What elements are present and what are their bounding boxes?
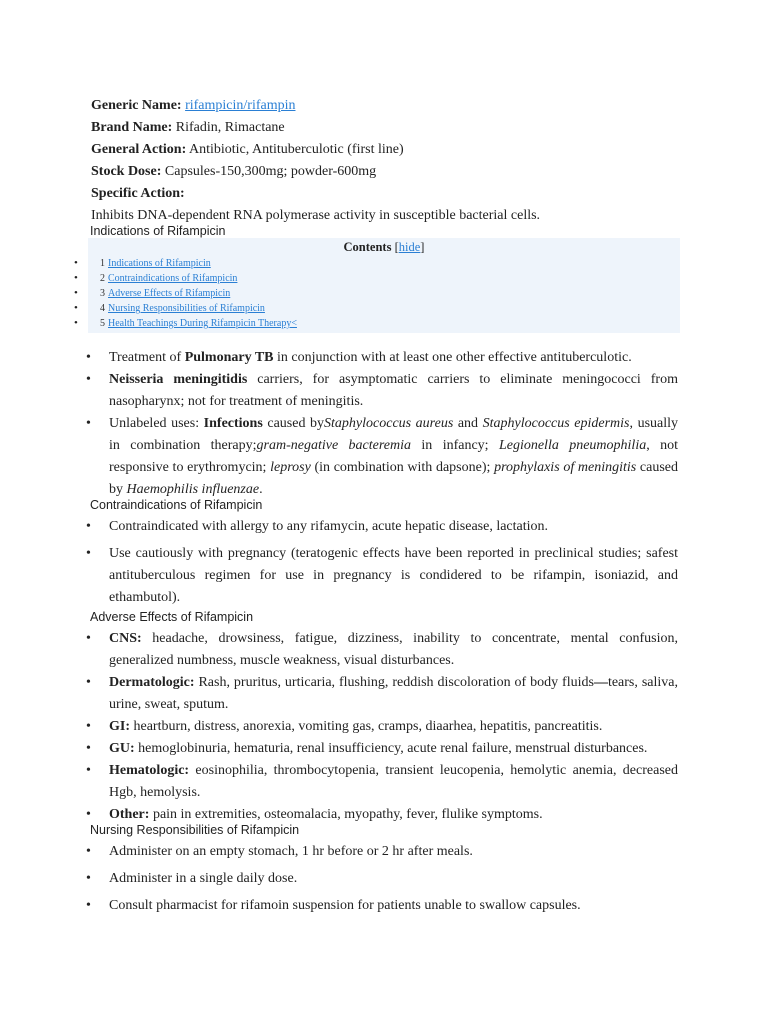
general-action-value: Antibiotic, Antituberculotic (first line) xyxy=(189,142,404,157)
stock-dose-label: Stock Dose: xyxy=(91,164,162,179)
text: Treatment of xyxy=(109,350,185,365)
text: hemoglobinuria, hematuria, renal insufficiency, acute renal failure, menstrual disturbances. xyxy=(134,741,648,756)
general-action-line xyxy=(91,141,404,159)
text: tears, saliva, urine, sweat, sputum. xyxy=(109,675,678,712)
list-item xyxy=(84,868,678,890)
toc-title xyxy=(88,240,680,255)
stock-dose-value: Capsules-150,300mg; powder-600mg xyxy=(164,164,377,179)
list-item xyxy=(84,369,678,413)
toc-item xyxy=(74,301,297,316)
text: caused by xyxy=(262,416,325,431)
list-item xyxy=(84,672,678,716)
italic: Staphylococcus aureus xyxy=(324,416,454,431)
text: Administer in a single daily dose. xyxy=(109,871,298,886)
bullet-icon: • xyxy=(86,871,91,886)
bullet-icon: • xyxy=(86,844,91,859)
text: and xyxy=(453,416,483,431)
toc-item xyxy=(74,256,297,271)
bullet-icon: • xyxy=(86,546,91,561)
text: caused by xyxy=(109,460,679,497)
text: eosinophilia, thrombocytopenia, transient leucopenia, hemolytic anemia, decreased Hgb, hemolysis. xyxy=(109,763,678,800)
text: Rash, pruritus, urticaria, flushing, reddish discoloration of body fluids xyxy=(194,675,594,690)
emphasis: Other: xyxy=(109,807,150,822)
bullet-icon: • xyxy=(86,675,91,690)
bullet-icon: • xyxy=(86,807,91,822)
list-item xyxy=(84,760,678,804)
bullet-icon: • xyxy=(74,317,78,329)
bullet-icon: • xyxy=(86,763,91,778)
toc-title-text: Contents xyxy=(343,240,392,254)
text: heartburn, distress, anorexia, vomiting gas, cramps, diaarhea, hepatitis, pancreatitis. xyxy=(130,719,603,734)
text: carriers, for asymptomatic carriers to eliminate meningococci from nasopharynx; not for treatment of meningitis. xyxy=(109,372,678,409)
indications-heading: Indications of Rifampicin xyxy=(90,224,226,238)
emphasis: GI: xyxy=(109,719,130,734)
toc-list xyxy=(74,256,297,331)
toc-item-number: 5 xyxy=(100,318,105,329)
list-item xyxy=(84,347,678,369)
toc-item-number: 1 xyxy=(100,258,105,269)
toc-link-health-teachings[interactable]: Health Teachings During Rifampicin Therapy< xyxy=(108,318,297,329)
bullet-icon: • xyxy=(86,416,91,431)
brand-name-line xyxy=(91,119,285,137)
toc-item xyxy=(74,286,297,301)
bullet-icon: • xyxy=(74,272,78,284)
italic: Haemophilis influenzae xyxy=(126,482,260,497)
text: in conjunction with at least one other effective antituberculotic. xyxy=(273,350,632,365)
toc-link-adverse-effects[interactable]: Adverse Effects of Rifampicin xyxy=(108,288,231,299)
list-item xyxy=(84,841,678,863)
specific-action-line xyxy=(91,185,185,203)
emphasis: Neisseria meningitidis xyxy=(109,372,248,387)
brand-name-value: Rifadin, Rimactane xyxy=(175,120,285,135)
emphasis: CNS: xyxy=(109,631,142,646)
list-item xyxy=(84,543,678,609)
text: Use cautiously with pregnancy (teratogenic effects have been reported in preclinical studies; safest antituberculous regimen for use in pregnancy is condidered to be rifampin, isoniazid, and ethambutol). xyxy=(109,546,678,605)
toc-hide-link[interactable]: hide xyxy=(398,240,421,254)
text: Unlabeled uses: xyxy=(109,416,204,431)
list-item xyxy=(84,895,678,917)
toc-item xyxy=(74,316,297,331)
indications-list xyxy=(84,347,678,501)
dash: — xyxy=(593,675,608,690)
generic-name-label: Generic Name: xyxy=(91,98,182,113)
text: . xyxy=(259,482,263,497)
adverse-effects-heading: Adverse Effects of Rifampicin xyxy=(90,610,254,624)
bullet-icon: • xyxy=(74,287,78,299)
toc-link-contraindications[interactable]: Contraindications of Rifampicin xyxy=(108,273,238,284)
toc-item xyxy=(74,271,297,286)
contraindications-heading: Contraindications of Rifampicin xyxy=(90,498,263,512)
bullet-icon: • xyxy=(86,519,91,534)
text: Contraindicated with allergy to any rifamycin, acute hepatic disease, lactation. xyxy=(109,519,549,534)
generic-name-link[interactable]: rifampicin/rifampin xyxy=(185,98,296,113)
bullet-icon: • xyxy=(86,350,91,365)
toc-bracket-close: ] xyxy=(420,240,425,254)
contraindications-list xyxy=(84,516,678,609)
text: Consult pharmacist for rifamoin suspension for patients unable to swallow capsules. xyxy=(109,898,581,913)
text: , usually in combination therapy; xyxy=(109,416,679,453)
list-item xyxy=(84,628,678,672)
bullet-icon: • xyxy=(86,719,91,734)
emphasis: Pulmonary TB xyxy=(184,350,274,365)
bullet-icon: • xyxy=(74,302,78,314)
specific-action-text: Inhibits DNA-dependent RNA polymerase activity in susceptible bacterial cells. xyxy=(91,208,541,223)
italic: Legionella pneumophilia xyxy=(498,438,647,453)
text: pain in extremities, osteomalacia, myopathy, fever, flulike symptoms. xyxy=(149,807,543,822)
bullet-icon: • xyxy=(86,898,91,913)
emphasis: Hematologic: xyxy=(109,763,190,778)
list-item xyxy=(84,716,678,738)
adverse-effects-list xyxy=(84,628,678,826)
text: in infancy; xyxy=(411,438,499,453)
emphasis: GU: xyxy=(109,741,135,756)
bullet-icon: • xyxy=(86,372,91,387)
emphasis: Dermatologic: xyxy=(109,675,195,690)
italic: prophylaxis of meningitis xyxy=(494,460,637,475)
nursing-heading: Nursing Responsibilities of Rifampicin xyxy=(90,823,300,837)
table-of-contents xyxy=(74,238,680,333)
text: (in combination with dapsone); xyxy=(310,460,495,475)
list-item xyxy=(84,738,678,760)
bullet-icon: • xyxy=(74,257,78,269)
stock-dose-line xyxy=(91,163,376,181)
nursing-list xyxy=(84,841,678,917)
italic: Staphylococcus epidermis xyxy=(482,416,630,431)
specific-action-label: Specific Action: xyxy=(91,186,185,201)
italic: gram-negative bacteremia xyxy=(256,438,412,453)
text: , not responsive to erythromycin; xyxy=(109,438,678,475)
toc-item-number: 2 xyxy=(100,273,105,284)
general-action-label: General Action: xyxy=(91,142,187,157)
text: headache, drowsiness, fatigue, dizziness, inability to concentrate, mental confusion, generalized numbness, muscle weakness, visual disturbances. xyxy=(109,631,678,668)
bullet-icon: • xyxy=(86,631,91,646)
bullet-icon: • xyxy=(86,741,91,756)
toc-link-nursing[interactable]: Nursing Responsibilities of Rifampicin xyxy=(108,303,265,314)
italic: leprosy xyxy=(270,460,311,475)
brand-name-label: Brand Name: xyxy=(91,120,173,135)
list-item xyxy=(84,413,678,501)
toc-item-number: 4 xyxy=(100,303,105,314)
generic-name-line xyxy=(91,97,296,115)
emphasis: Infections xyxy=(203,416,263,431)
toc-bracket-open: [ xyxy=(394,240,399,254)
text: Administer on an empty stomach, 1 hr before or 2 hr after meals. xyxy=(109,844,473,859)
toc-item-number: 3 xyxy=(100,288,105,299)
toc-link-indications[interactable]: Indications of Rifampicin xyxy=(108,258,211,269)
list-item xyxy=(84,516,678,538)
